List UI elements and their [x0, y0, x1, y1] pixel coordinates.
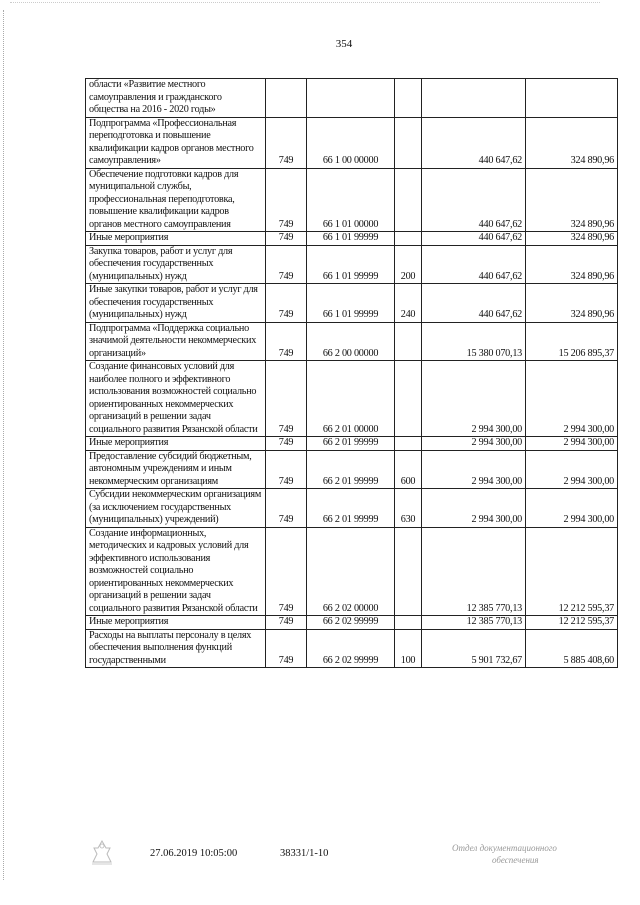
row-name-cell: Предоставление субсидий бюджетным, автономным учреждениям и иным некоммерческим организациям	[86, 450, 266, 489]
row-target-article-cell: 66 2 00 00000	[307, 322, 395, 361]
table-row	[86, 527, 618, 616]
row-amount-plan-cell: 12 385 770,13	[422, 616, 526, 630]
row-dept-code-cell: 749	[266, 117, 307, 168]
row-dept-code-cell: 749	[266, 322, 307, 361]
row-target-article-cell: 66 1 01 99999	[307, 232, 395, 246]
row-amount-plan-cell: 2 994 300,00	[422, 450, 526, 489]
table-row	[86, 616, 618, 630]
table-row	[86, 437, 618, 451]
row-amount-actual-cell: 12 212 595,37	[526, 527, 618, 616]
row-dept-code-cell: 749	[266, 450, 307, 489]
row-name-cell: Подпрограмма «Поддержка социально значимой деятельности некоммерческих организаций»	[86, 322, 266, 361]
scan-margin-dots	[3, 10, 5, 880]
row-expense-type-cell	[395, 361, 422, 437]
footer-doc-code: 38331/1-10	[280, 848, 329, 859]
row-target-article-cell: 66 1 01 00000	[307, 168, 395, 232]
table-row	[86, 168, 618, 232]
row-amount-plan-cell: 440 647,62	[422, 168, 526, 232]
row-dept-code-cell: 749	[266, 616, 307, 630]
row-dept-code-cell: 749	[266, 284, 307, 323]
row-amount-plan-cell	[422, 79, 526, 118]
row-amount-plan-cell: 2 994 300,00	[422, 437, 526, 451]
row-dept-code-cell: 749	[266, 489, 307, 528]
row-name-cell: Иные мероприятия	[86, 616, 266, 630]
table-row	[86, 361, 618, 437]
row-amount-actual-cell: 324 890,96	[526, 168, 618, 232]
row-dept-code-cell: 749	[266, 361, 307, 437]
page-number: 354	[335, 38, 353, 50]
row-target-article-cell: 66 2 02 99999	[307, 629, 395, 668]
row-expense-type-cell	[395, 616, 422, 630]
budget-table-body	[86, 79, 618, 668]
stamp-line-1: Отдел документационного	[452, 843, 557, 853]
row-expense-type-cell	[395, 79, 422, 118]
budget-table	[85, 78, 618, 668]
row-amount-plan-cell: 440 647,62	[422, 284, 526, 323]
table-row	[86, 450, 618, 489]
table-row	[86, 489, 618, 528]
row-amount-plan-cell: 2 994 300,00	[422, 361, 526, 437]
row-name-cell: Закупка товаров, работ и услуг для обеспечения государственных (муниципальных) нужд	[86, 245, 266, 284]
row-target-article-cell: 66 1 01 99999	[307, 284, 395, 323]
row-amount-actual-cell: 5 885 408,60	[526, 629, 618, 668]
row-amount-actual-cell: 2 994 300,00	[526, 489, 618, 528]
row-target-article-cell: 66 2 01 99999	[307, 437, 395, 451]
row-amount-actual-cell: 324 890,96	[526, 232, 618, 246]
row-dept-code-cell: 749	[266, 437, 307, 451]
document-stamp	[452, 842, 602, 866]
row-target-article-cell: 66 2 01 99999	[307, 489, 395, 528]
row-amount-actual-cell: 2 994 300,00	[526, 361, 618, 437]
row-expense-type-cell	[395, 117, 422, 168]
row-name-cell: Субсидии некоммерческим организациям (за исключением государственных (муниципальных) учреждений)	[86, 489, 266, 528]
row-name-cell: Создание финансовых условий для наиболее полного и эффективного использования возможностей социально ориентированных некоммерческих организаций в решении задач социального развития Рязанской области	[86, 361, 266, 437]
row-target-article-cell: 66 2 01 99999	[307, 450, 395, 489]
row-expense-type-cell	[395, 527, 422, 616]
row-amount-actual-cell	[526, 79, 618, 118]
row-expense-type-cell: 600	[395, 450, 422, 489]
table-row	[86, 117, 618, 168]
row-name-cell: Подпрограмма «Профессиональная переподготовка и повышение квалификации кадров органов местного самоуправления»	[86, 117, 266, 168]
row-amount-actual-cell: 12 212 595,37	[526, 616, 618, 630]
row-target-article-cell: 66 2 02 00000	[307, 527, 395, 616]
table-row	[86, 79, 618, 118]
row-dept-code-cell: 749	[266, 629, 307, 668]
row-amount-plan-cell: 440 647,62	[422, 232, 526, 246]
scan-edge-noise	[10, 2, 600, 7]
row-amount-actual-cell: 15 206 895,37	[526, 322, 618, 361]
row-name-cell: Расходы на выплаты персоналу в целях обеспечения выполнения функций государственными	[86, 629, 266, 668]
row-name-cell: Обеспечение подготовки кадров для муниципальной службы, профессиональная переподготовка, повышение квалификации кадров органов местного самоуправления	[86, 168, 266, 232]
row-dept-code-cell: 749	[266, 245, 307, 284]
row-amount-actual-cell: 324 890,96	[526, 117, 618, 168]
row-dept-code-cell	[266, 79, 307, 118]
row-expense-type-cell: 200	[395, 245, 422, 284]
row-expense-type-cell: 240	[395, 284, 422, 323]
row-amount-plan-cell: 440 647,62	[422, 117, 526, 168]
row-amount-plan-cell: 2 994 300,00	[422, 489, 526, 528]
row-name-cell: Иные закупки товаров, работ и услуг для обеспечения государственных (муниципальных) нужд	[86, 284, 266, 323]
row-name-cell: области «Развитие местного самоуправления и гражданского общества на 2016 - 2020 годы»	[86, 79, 266, 118]
row-target-article-cell	[307, 79, 395, 118]
table-row	[86, 232, 618, 246]
footer-date: 27.06.2019 10:05:00	[150, 848, 238, 859]
row-amount-plan-cell: 12 385 770,13	[422, 527, 526, 616]
row-expense-type-cell	[395, 437, 422, 451]
row-dept-code-cell: 749	[266, 232, 307, 246]
row-target-article-cell: 66 1 01 99999	[307, 245, 395, 284]
table-row	[86, 629, 618, 668]
table-row	[86, 245, 618, 284]
row-dept-code-cell: 749	[266, 168, 307, 232]
row-amount-actual-cell: 2 994 300,00	[526, 450, 618, 489]
table-row	[86, 322, 618, 361]
row-expense-type-cell	[395, 232, 422, 246]
row-amount-plan-cell: 15 380 070,13	[422, 322, 526, 361]
row-target-article-cell: 66 2 01 00000	[307, 361, 395, 437]
row-expense-type-cell: 100	[395, 629, 422, 668]
seal-emblem-icon	[88, 838, 116, 866]
table-row	[86, 284, 618, 323]
row-target-article-cell: 66 2 02 99999	[307, 616, 395, 630]
row-name-cell: Иные мероприятия	[86, 437, 266, 451]
row-target-article-cell: 66 1 00 00000	[307, 117, 395, 168]
row-amount-actual-cell: 324 890,96	[526, 284, 618, 323]
row-expense-type-cell	[395, 168, 422, 232]
row-amount-plan-cell: 440 647,62	[422, 245, 526, 284]
row-amount-actual-cell: 324 890,96	[526, 245, 618, 284]
row-name-cell: Иные мероприятия	[86, 232, 266, 246]
row-amount-plan-cell: 5 901 732,67	[422, 629, 526, 668]
stamp-line-2: обеспечения	[492, 855, 539, 865]
row-expense-type-cell: 630	[395, 489, 422, 528]
row-expense-type-cell	[395, 322, 422, 361]
row-name-cell: Создание информационных, методических и кадровых условий для эффективного использования возможностей социально ориентированных некоммерческих организаций в решении задач социального развития Рязанской области	[86, 527, 266, 616]
row-amount-actual-cell: 2 994 300,00	[526, 437, 618, 451]
row-dept-code-cell: 749	[266, 527, 307, 616]
